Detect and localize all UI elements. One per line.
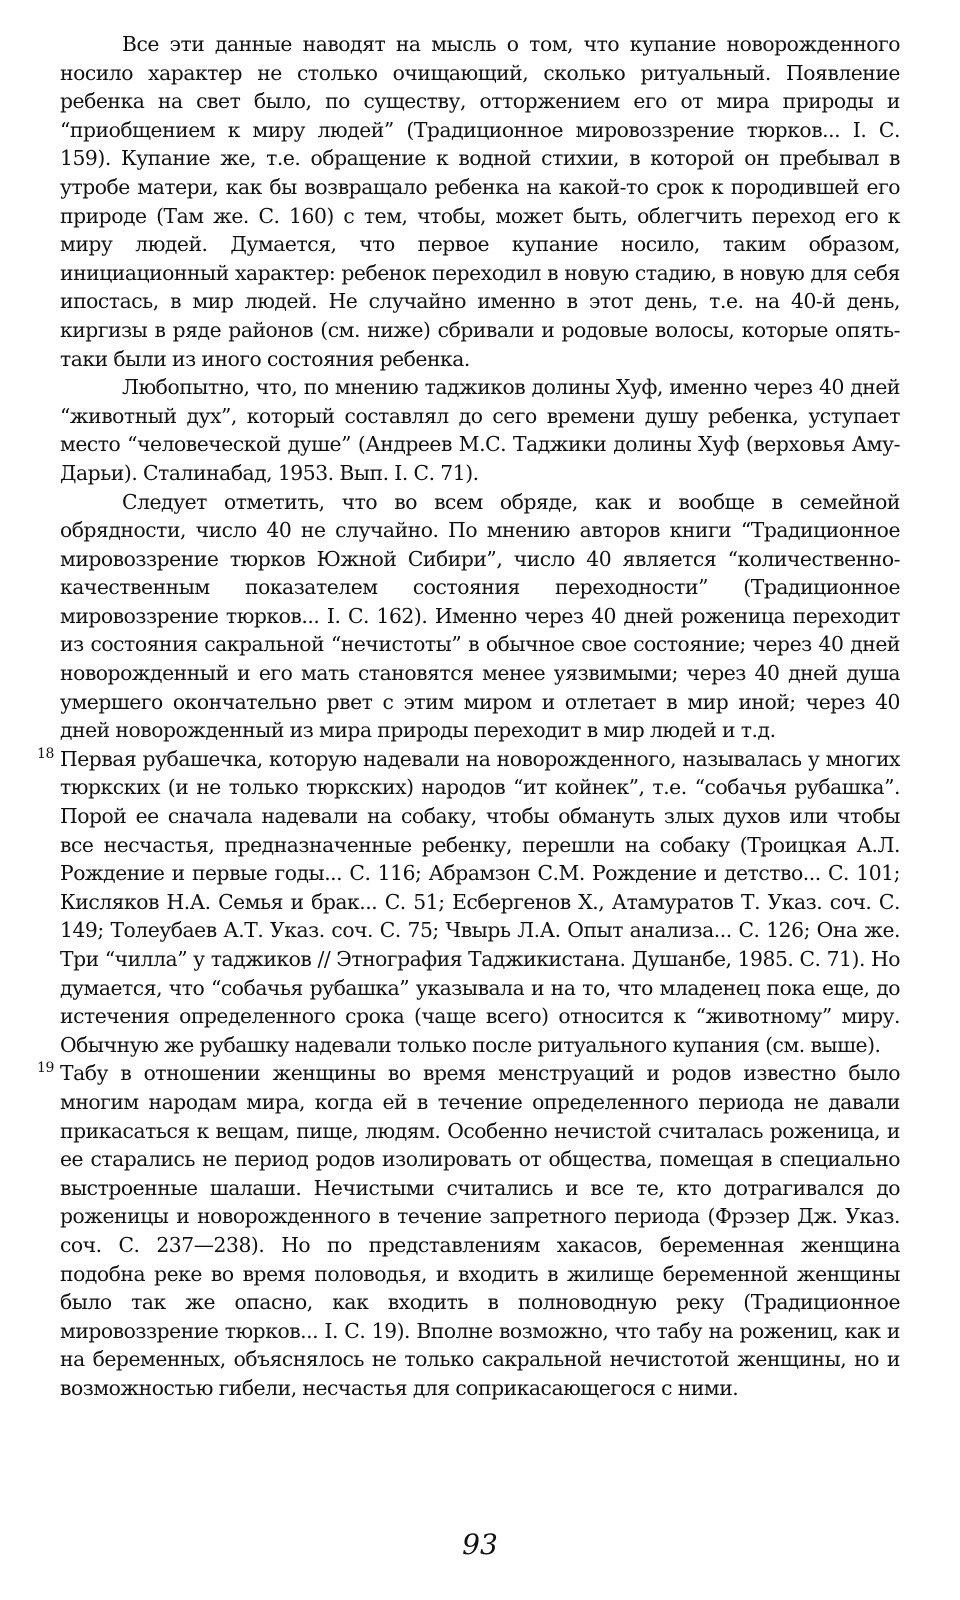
footnote-number: 18 — [37, 745, 54, 762]
footnote-18 — [37, 745, 900, 1060]
paragraph-1: Все эти данные наводят на мысль о том, что купание новорожденного носило характер не столько очищающий, сколько ритуальный. Появление ребенка на свет было, по существу, отторжением его от мира природы и “приобщением к миру людей” (Традиционное мировоззрение тюрков... I. С. 159). Купание же, т.е. обращение к водной стихии, в которой он пребывал в утробе матери, как бы возвращало ребенка на какой-то срок к породившей его природе (Там же. С. 160) с тем, чтобы, может быть, облегчить переход его к миру людей. Думается, что первое купание носило, таким образом, инициационный характер: ребенок переходил в новую стадию, в новую для себя ипостась, в мир людей. Не случайно именно в этот день, т.е. на 40-й день, киргизы в ряде районов (см. ниже) сбривали и родовые волосы, которые опять-таки были из иного состояния ребенка. — [60, 32, 900, 371]
footnote-text: Первая рубашечка, которую надевали на новорожденного, называлась у многих тюркских (и не только тюркских) народов “ит койнек”, т.е. “собачья рубашка”. Порой ее сначала надевали на собаку, чтобы обмануть злых духов или чтобы все несчастья, предназначенные ребенку, перешли на собаку (Троицкая А.Л. Рождение и первые годы... С. 116; Абрамзон С.М. Рождение и детство... С. 101; Кисляков Н.А. Семья и брак... С. 51; Есбергенов Х., Атамуратов Т. Указ. соч. С. 149; Толеубаев А.Т. Указ. соч. С. 75; Чвырь Л.А. Опыт анализа... С. 126; Она же. Три “чилла” у таджиков // Этнография Таджикистана. Душанбе, 1985. С. 71). Но думается, что “собачья рубашка” указывала и на то, что младенец пока еще, до истечения определенного срока (чаще всего) относится к “животному” миру. Обычную же рубашку надевали только после ритуального купания (см. выше). — [60, 746, 900, 1057]
page-number: 93 — [462, 1528, 498, 1561]
paragraph-3: Следует отметить, что во всем обряде, как и вообще в семейной обрядности, число 40 не случайно. По мнению авторов книги “Традиционное мировоззрение тюрков Южной Сибири”, число 40 является “количественно-качественным показателем состояния переходности” (Традиционное мировоззрение тюрков... I. С. 162). Именно через 40 дней роженица переходит из состояния сакральной “нечистоты” в обычное свое состояние; через 40 дней новорожденный и его мать становятся менее уязвимыми; через 40 дней душа умершего окончательно рвет с этим миром и отлетает в мир иной; через 40 дней новорожденный из мира природы переходит в мир людей и т.д. — [60, 489, 900, 743]
footnote-19 — [37, 1059, 900, 1402]
footnote-text: Табу в отношении женщины во время менструаций и родов известно было многим народам мира, когда ей в течение определенного периода не давали прикасаться к вещам, пище, людям. Особенно нечистой считалась роженица, и ее старались не период родов изолировать от общества, помещая в специально выстроенные шалаши. Нечистыми считались и все те, кто дотрагивался до роженицы и новорожденного в течение запретного периода (Фрэзер Дж. Указ. соч. С. 237—238). Но по представлениям хакасов, беременная женщина подобна реке во время половодья, и входить в жилище беременной женщины было так же опасно, как входить в полноводную реку (Традиционное мировоззрение тюрков... I. С. 19). Вполне возможно, что табу на рожениц, как и на беременных, объяснялось не только сакральной нечистотой женщины, но и возможностью гибели, несчастья для соприкасающегося с ними. — [60, 1061, 900, 1400]
paragraph-2: Любопытно, что, по мнению таджиков долины Хуф, именно через 40 дней “животный дух”, который составлял до сего времени душу ребенка, уступает место “человеческой душе” (Андреев М.С. Таджики долины Хуф (верховья Аму-Дарьи). Сталинабад, 1953. Вып. I. С. 71). — [60, 375, 900, 485]
footnote-number: 19 — [37, 1060, 54, 1077]
page-body — [37, 30, 900, 1403]
